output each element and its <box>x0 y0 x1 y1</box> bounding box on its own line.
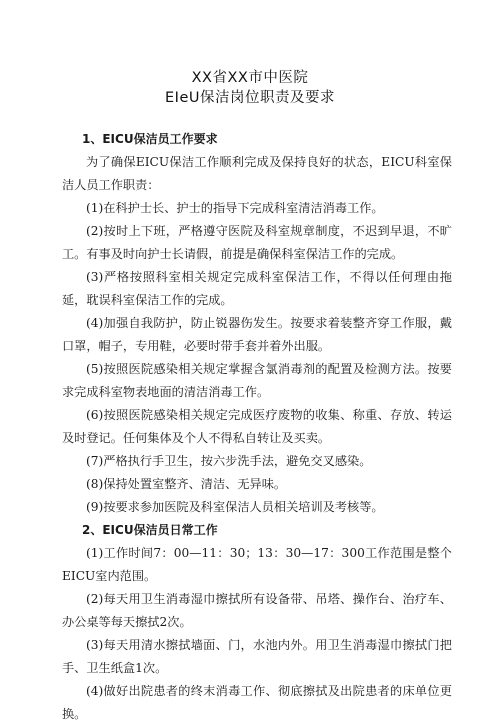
section-1-item: (4)加强自我防护，防止锐器伤发生。按要求着装整齐穿工作服，戴口罩，帽子，专用鞋，必要时带手套并着外出服。 <box>62 316 452 353</box>
section-1-item: (9)按要求参加医院及科室保洁人员相关培训及考核等。 <box>86 500 384 514</box>
section-1-heading: 1、EICU保洁员工作要求 <box>82 132 218 146</box>
section-1-item: (2)按时上下班，严格遵守医院及科室规章制度，不迟到早退，不旷工。有事及时向护士长请假，前提是确保科室保洁工作的完成。 <box>62 224 452 261</box>
section-1-item: (5)按照医院感染相关规定掌握含氯消毒剂的配置及检测方法。按要求完成科室物表地面的清洁消毒工作。 <box>62 362 452 399</box>
section-2-item: (1)工作时间7：00—11：30；13：30—17：300工作范围是整个EICU室内范围。 <box>62 546 452 583</box>
section-2-item: (3)每天用清水擦拭墙面、门，水池内外。用卫生消毒湿巾擦拭门把手、卫生纸盒1次。 <box>62 638 452 675</box>
hospital-name: XX省XX市中医院 <box>191 70 309 86</box>
section-2-item: (2)每天用卫生消毒湿巾擦拭所有设备带、吊塔、操作台、治疗车、办公桌等每天擦拭2次。 <box>62 592 452 629</box>
section-1-item: (3)严格按照科室相关规定完成科室保洁工作，不得以任何理由拖延，耽误科室保洁工作的完成。 <box>62 270 452 307</box>
section-1-intro: 为了确保EICU保洁工作顺利完成及保持良好的状态，EICU科室保洁人员工作职责： <box>62 155 452 192</box>
section-1-item: (7)严格执行手卫生，按六步洗手法，避免交叉感染。 <box>86 454 372 468</box>
document-title-block <box>0 68 500 108</box>
document-body <box>62 128 452 726</box>
section-1-item: (1)在科护士长、护士的指导下完成科室清洁消毒工作。 <box>86 201 384 215</box>
section-1-item: (8)保持处置室整齐、清洁、无异味。 <box>86 477 287 491</box>
section-2-item: (4)做好出院患者的终末消毒工作、彻底擦拭及出院患者的床单位更换。 <box>62 684 452 721</box>
section-1-item: (6)按照医院感染相关规定完成医疗废物的收集、称重、存放、转运及时登记。任何集体及个人不得私自转让及买卖。 <box>62 408 452 445</box>
document-title: EIeU保洁岗位职责及要求 <box>165 90 335 106</box>
section-2-heading: 2、EICU保洁员日常工作 <box>82 523 218 537</box>
